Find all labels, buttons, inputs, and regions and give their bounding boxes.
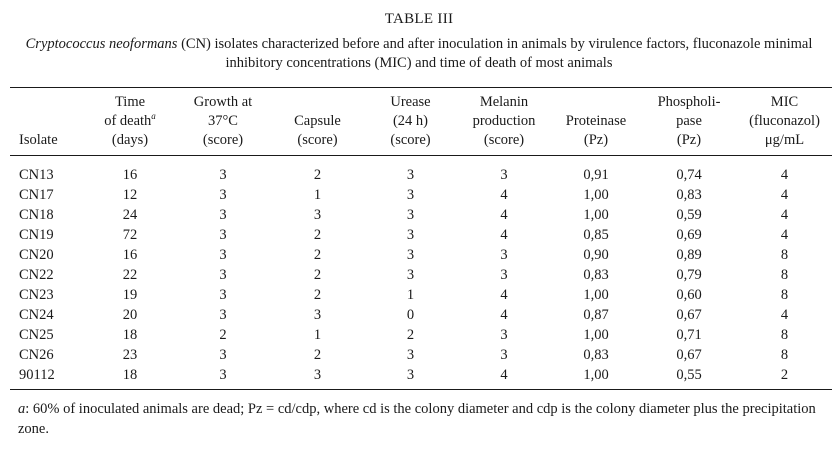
cell-growth-37c: 3	[219, 187, 227, 203]
header-mic	[739, 93, 830, 150]
table-row	[0, 205, 838, 225]
table-row	[0, 245, 838, 265]
cell-isolate: CN20	[19, 247, 54, 263]
header-line: (24 h)	[392, 113, 429, 129]
cell-mic: 4	[780, 187, 789, 203]
cell-proteinase: 0,85	[583, 227, 609, 243]
cell-urease: 3	[406, 247, 415, 263]
header-line: (score)	[202, 132, 244, 148]
cell-mic: 8	[780, 347, 789, 363]
header-line: (score)	[483, 132, 525, 148]
cell-growth-37c: 3	[219, 247, 227, 263]
cell-melanin: 4	[500, 307, 508, 323]
cell-melanin: 3	[500, 167, 508, 183]
cell-time-of-death: 12	[122, 187, 138, 203]
header-line: Capsule	[294, 113, 341, 129]
header-rule	[10, 155, 832, 156]
header-capsule	[280, 112, 355, 150]
cell-growth-37c: 3	[219, 347, 227, 363]
cell-phospholipase: 0,67	[676, 307, 702, 323]
top-rule	[10, 87, 832, 88]
cell-phospholipase: 0,60	[676, 287, 702, 303]
cell-urease: 3	[406, 267, 415, 283]
cell-time-of-death: 72	[122, 227, 138, 243]
cell-growth-37c: 3	[219, 267, 227, 283]
cell-capsule: 2	[313, 287, 322, 303]
table-row	[0, 165, 838, 185]
cell-phospholipase: 0,69	[676, 227, 702, 243]
cell-melanin: 4	[500, 287, 508, 303]
cell-capsule: 2	[313, 347, 322, 363]
cell-phospholipase: 0,79	[676, 267, 702, 283]
cell-growth-37c: 3	[219, 287, 227, 303]
cell-time-of-death: 22	[122, 267, 138, 283]
cell-urease: 3	[406, 227, 415, 243]
cell-isolate: CN19	[19, 227, 54, 243]
header-line: μg/mL	[764, 132, 805, 148]
header-line: (fluconazol)	[749, 113, 820, 129]
cell-phospholipase: 0,59	[676, 207, 702, 223]
cell-proteinase: 0,90	[583, 247, 609, 263]
cell-mic: 2	[780, 367, 789, 383]
footnote-text: : 60% of inoculated animals are dead; Pz = cd/cdp, where cd is the colony diameter and cdp is the colony diameter plus the precipitation zone.	[18, 401, 816, 437]
cell-time-of-death: 16	[122, 247, 138, 263]
cell-urease: 1	[406, 287, 415, 303]
cell-mic: 4	[780, 307, 789, 323]
cell-melanin: 3	[500, 347, 508, 363]
cell-proteinase: 0,87	[583, 307, 609, 323]
header-line: Isolate	[19, 132, 58, 148]
table-row	[0, 325, 838, 345]
cell-growth-37c: 3	[219, 227, 227, 243]
cell-proteinase: 1,00	[583, 367, 609, 383]
cell-melanin: 4	[500, 187, 508, 203]
header-time-of-death	[95, 93, 165, 150]
cell-time-of-death: 20	[122, 307, 138, 323]
table-row	[0, 365, 838, 385]
cell-isolate: CN17	[19, 187, 54, 203]
cell-mic: 8	[780, 287, 789, 303]
table-row	[0, 305, 838, 325]
header-line: Growth at	[193, 94, 253, 110]
header-isolate	[19, 131, 79, 150]
cell-urease: 3	[406, 167, 415, 183]
header-phospholipase	[641, 93, 737, 150]
cell-time-of-death: 16	[122, 167, 138, 183]
cell-phospholipase: 0,74	[676, 167, 702, 183]
cell-phospholipase: 0,55	[676, 367, 702, 383]
cell-isolate: 90112	[19, 367, 55, 383]
cell-isolate: CN18	[19, 207, 54, 223]
cell-proteinase: 0,83	[583, 347, 609, 363]
cell-mic: 4	[780, 207, 789, 223]
header-line: pase	[676, 113, 702, 129]
cell-growth-37c: 2	[219, 327, 227, 343]
header-line: Proteinase	[565, 113, 627, 129]
cell-urease: 3	[406, 367, 415, 383]
cell-capsule: 1	[313, 327, 322, 343]
table-body	[0, 165, 838, 385]
header-line: Phospholi-	[657, 94, 721, 110]
header-line: (Pz)	[583, 132, 609, 148]
cell-urease: 0	[406, 307, 415, 323]
cell-melanin: 3	[500, 327, 508, 343]
cell-capsule: 2	[313, 247, 322, 263]
cell-time-of-death: 23	[122, 347, 138, 363]
cell-proteinase: 1,00	[583, 327, 609, 343]
header-line: 37°C	[208, 113, 238, 129]
header-line: (score)	[390, 132, 431, 148]
footnote-mark: a	[18, 401, 26, 417]
header-melanin	[461, 93, 547, 150]
header-line-text: of death	[104, 113, 152, 129]
cell-capsule: 2	[313, 167, 322, 183]
cell-mic: 4	[780, 227, 789, 243]
cell-melanin: 4	[500, 227, 508, 243]
cell-capsule: 1	[313, 187, 322, 203]
cell-proteinase: 1,00	[583, 287, 609, 303]
header-line: Urease	[390, 94, 431, 110]
cell-phospholipase: 0,83	[676, 187, 702, 203]
header-line: (days)	[111, 132, 149, 148]
cell-phospholipase: 0,67	[676, 347, 702, 363]
cell-phospholipase: 0,89	[676, 247, 702, 263]
table-row	[0, 285, 838, 305]
cell-isolate: CN25	[19, 327, 54, 343]
header-line: (score)	[297, 132, 338, 148]
cell-isolate: CN13	[19, 167, 54, 183]
cell-proteinase: 0,91	[583, 167, 609, 183]
cell-mic: 4	[780, 167, 789, 183]
cell-proteinase: 0,83	[583, 267, 609, 283]
table-label: TABLE III	[384, 11, 454, 27]
footnote-ref: a	[151, 111, 156, 122]
header-line: Time	[114, 94, 146, 110]
cell-melanin: 4	[500, 367, 508, 383]
cell-growth-37c: 3	[219, 207, 227, 223]
cell-mic: 8	[780, 327, 789, 343]
table-row	[0, 225, 838, 245]
table-row	[0, 345, 838, 365]
cell-proteinase: 1,00	[583, 187, 609, 203]
cell-urease: 2	[406, 327, 415, 343]
caption-text: (CN) isolates characterized before and after inoculation in animals by virulence factors, fluconazole minimal inhibitory concentrations (MIC) and time of death of most animals	[177, 36, 813, 71]
cell-growth-37c: 3	[219, 167, 227, 183]
header-line: Melanin	[479, 94, 529, 110]
cell-urease: 3	[406, 187, 415, 203]
cell-capsule: 2	[313, 267, 322, 283]
cell-time-of-death: 19	[122, 287, 138, 303]
header-growth-37c	[183, 93, 263, 150]
cell-phospholipase: 0,71	[676, 327, 702, 343]
table-caption	[10, 35, 828, 73]
cell-capsule: 3	[313, 367, 322, 383]
header-line: MIC	[770, 94, 799, 110]
cell-mic: 8	[780, 267, 789, 283]
cell-capsule: 3	[313, 207, 322, 223]
cell-growth-37c: 3	[219, 367, 227, 383]
cell-isolate: CN23	[19, 287, 54, 303]
table-footnote	[18, 399, 830, 439]
table-row	[0, 265, 838, 285]
header-urease	[373, 93, 448, 150]
bottom-rule	[10, 389, 832, 390]
cell-isolate: CN26	[19, 347, 54, 363]
cell-proteinase: 1,00	[583, 207, 609, 223]
cell-mic: 8	[780, 247, 789, 263]
cell-urease: 3	[406, 347, 415, 363]
header-proteinase	[556, 112, 636, 150]
cell-growth-37c: 3	[219, 307, 227, 323]
table-row	[0, 185, 838, 205]
header-line	[95, 112, 165, 131]
cell-urease: 3	[406, 207, 415, 223]
cell-melanin: 3	[500, 247, 508, 263]
cell-isolate: CN22	[19, 267, 54, 283]
header-line: production	[472, 113, 536, 129]
cell-time-of-death: 18	[122, 367, 138, 383]
cell-melanin: 3	[500, 267, 508, 283]
cell-time-of-death: 18	[122, 327, 138, 343]
cell-isolate: CN24	[19, 307, 54, 323]
cell-melanin: 4	[500, 207, 508, 223]
header-line: (Pz)	[676, 132, 702, 148]
cell-time-of-death: 24	[122, 207, 138, 223]
cell-capsule: 2	[313, 227, 322, 243]
cell-capsule: 3	[313, 307, 322, 323]
caption-species: Cryptococcus neoformans	[25, 36, 178, 52]
